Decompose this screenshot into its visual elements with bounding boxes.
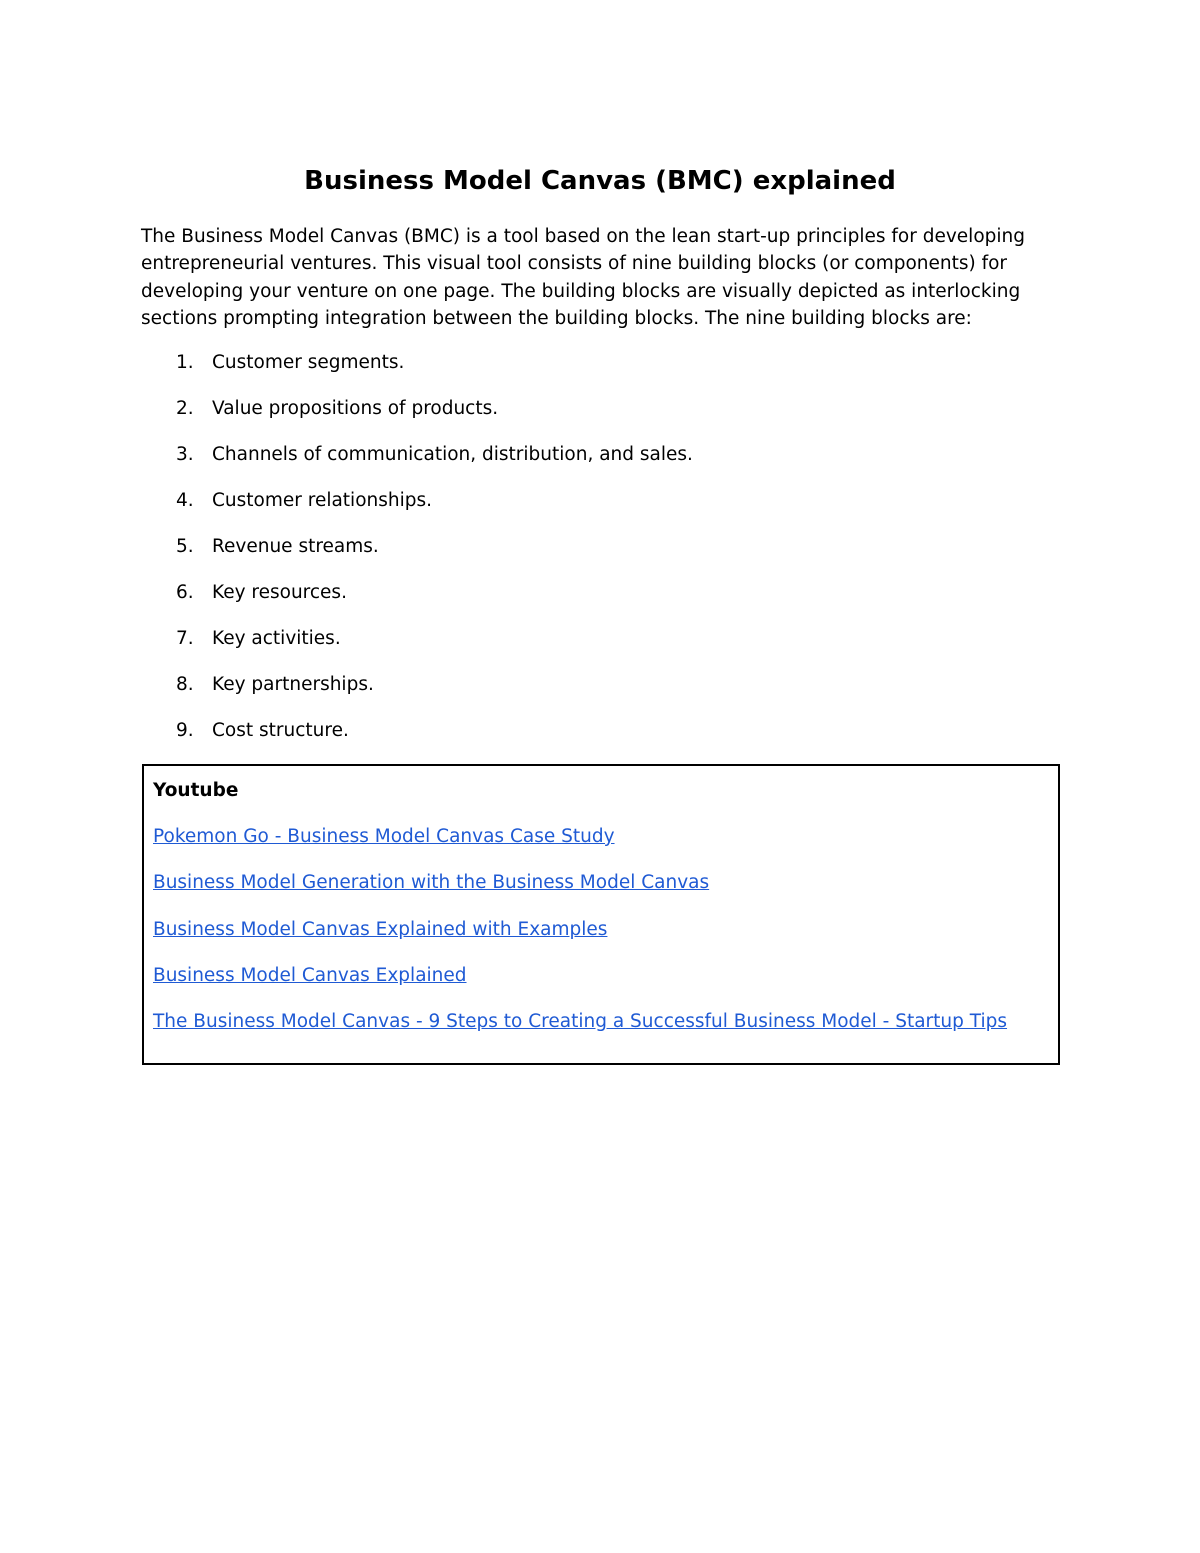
list-item-number: 2. [176, 398, 194, 419]
list-item [153, 1009, 1007, 1055]
list-item-text: Key resources. [212, 582, 347, 603]
intro-line: The Business Model Canvas (BMC) is a tool based on the lean start-up principles for developing [141, 226, 1025, 247]
list-item-text: Value propositions of products. [212, 398, 499, 419]
youtube-heading: Youtube [153, 780, 239, 801]
list-item [141, 626, 1041, 672]
page-title: Business Model Canvas (BMC) explained [304, 166, 896, 196]
youtube-link-list [153, 824, 1007, 1055]
intro-line: entrepreneurial ventures. This visual tool consists of nine building blocks (or components) for [141, 253, 1008, 275]
list-item [141, 396, 1041, 442]
list-item-number: 1. [176, 352, 194, 373]
list-item [141, 442, 1041, 488]
list-item-number: 9. [176, 720, 194, 741]
youtube-link-bmc-explained[interactable]: Business Model Canvas Explained [153, 964, 467, 986]
youtube-links-box [142, 764, 1060, 1065]
list-item-number: 5. [176, 536, 194, 557]
list-item-number: 7. [176, 628, 194, 649]
list-item [153, 870, 1007, 916]
youtube-link-pokemon-go[interactable]: Pokemon Go - Business Model Canvas Case Study [153, 826, 615, 847]
list-item-number: 3. [176, 444, 194, 465]
list-item [141, 580, 1041, 626]
building-blocks-list [141, 350, 1041, 764]
intro-paragraph [141, 223, 1041, 332]
list-item-text: Revenue streams. [212, 536, 379, 557]
list-item [141, 718, 1041, 764]
youtube-link-bmc-explained-examples[interactable]: Business Model Canvas Explained with Examples [153, 918, 608, 940]
youtube-link-business-model-generation[interactable]: Business Model Generation with the Business Model Canvas [153, 872, 710, 894]
list-item-number: 6. [176, 582, 194, 603]
list-item [153, 824, 1007, 870]
list-item [153, 917, 1007, 963]
list-item-text: Cost structure. [212, 720, 349, 741]
list-item [141, 350, 1041, 396]
list-item-number: 4. [176, 490, 194, 511]
list-item [153, 963, 1007, 1009]
youtube-link-nine-steps[interactable]: The Business Model Canvas - 9 Steps to Creating a Successful Business Model - Startup Tips [153, 1011, 1008, 1033]
intro-line: developing your venture on one page. The building blocks are visually depicted as interlocking [141, 280, 1021, 302]
list-item [141, 488, 1041, 534]
intro-line: sections prompting integration between the building blocks. The nine building blocks are: [141, 307, 972, 329]
list-item-text: Customer relationships. [212, 490, 433, 511]
list-item [141, 534, 1041, 580]
list-item-text: Customer segments. [212, 352, 405, 373]
list-item [141, 672, 1041, 718]
list-item-number: 8. [176, 674, 194, 695]
list-item-text: Channels of communication, distribution, and sales. [212, 444, 693, 465]
list-item-text: Key partnerships. [212, 674, 374, 695]
list-item-text: Key activities. [212, 628, 341, 649]
